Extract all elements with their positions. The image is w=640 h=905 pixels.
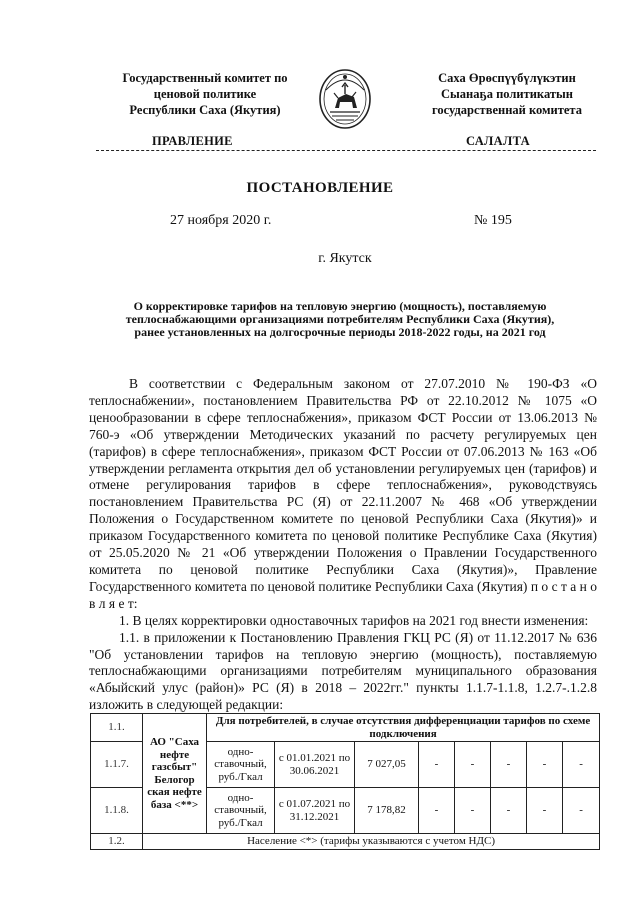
- tariff-table: [90, 713, 600, 850]
- table-cell-empty: -: [563, 742, 600, 788]
- organization-cell: АО "Саха нефте газсбыт" Белогор ская нефте база <**>: [143, 714, 207, 834]
- table-cell-code: 1.1.: [91, 714, 143, 742]
- issuer-line: ценовой политике: [153, 87, 257, 101]
- table-header-row: [91, 714, 600, 742]
- issuer-name-yakut: [412, 70, 602, 118]
- item-1-1: 1.1. в приложении к Постановлению Правления ГКЦ РС (Я) от 11.12.2017 № 636 "Об установлении тарифов на тепловую энергию (мощность), поставляемую теплоснабжающими организациями потребителям муниципального образования «Абыйский улус (район)» РС (Я) в 2018 – 2022гг." пункты 1.1.7-1.1.8, 1.2.7-.1.2.8 изложить в следующей редакции:: [89, 629, 597, 713]
- board-label-russian: ПРАВЛЕНИЕ: [152, 134, 233, 148]
- table-row: [91, 834, 600, 850]
- table-cell-code: 1.2.: [91, 834, 143, 850]
- document-number: № 195: [474, 213, 512, 228]
- preamble-paragraph: В соответствии с Федеральным законом от 27.07.2010 № 190-ФЗ «О теплоснабжении», постановлением Правительства РФ от 22.10.2012 № 1075 «О ценообразовании в сфере теплоснабжения», приказом ФСТ России от 13.06.2013 № 760-э «Об утверждении Методических указаний по расчету регулируемых цен (тарифов) в сфере теплоснабжения», приказом ФСТ России от 07.06.2013 № 163 «Об утверждении регламента открытия дел об установлении регулируемых цен (тарифов) и отмене регулирования тарифов в сфере теплоснабжения», руководствуясь постановлением Правительства РС (Я) от 22.11.2007 № 468 «Об утверждении Положения о Государственном комитете по ценовой Республики Саха (Якутия)» и приказом Государственного комитета по ценовой политике Республике Саха (Якутия) от 25.05.2020 № 21 «Об утверждении Положения о Правлении Государственного комитета по ценовой политике Республики Саха (Якутия)», Правление Государственного комитета по ценовой политике Республики Саха (Якутия) п о с т а н о в л я е т:: [89, 376, 597, 611]
- table-cell-value: 7 027,05: [355, 742, 419, 788]
- table-cell-empty: -: [563, 788, 600, 834]
- table-cell-tariff-type: одно- ставочный, руб./Гкал: [207, 788, 275, 834]
- table-cell-period: с 01.07.2021 по 31.12.2021: [275, 788, 355, 834]
- table-cell-empty: -: [419, 788, 455, 834]
- table-cell-empty: -: [527, 788, 563, 834]
- document-body: [89, 376, 597, 714]
- table-cell-empty: -: [455, 788, 491, 834]
- table-cell-empty: -: [419, 742, 455, 788]
- table-cell-tariff-type: одно- ставочный, руб./Гкал: [207, 742, 275, 788]
- document-city: г. Якутск: [318, 251, 372, 266]
- table-cell-empty: -: [455, 742, 491, 788]
- issuer-line: государственнай комитета: [432, 103, 582, 117]
- table-cell-empty: -: [491, 788, 527, 834]
- table-cell-code: 1.1.7.: [91, 742, 143, 788]
- issuer-line: Республики Саха (Якутия): [129, 103, 281, 117]
- consumers-header-cell: Для потребителей, в случае отсутствия дифференциации тарифов по схеме подключения: [207, 714, 600, 742]
- coat-of-arms-icon: [318, 68, 372, 130]
- document-title: ПОСТАНОВЛЕНИЕ: [246, 180, 394, 196]
- issuer-line: Сыанаҕа политикатын: [441, 87, 573, 101]
- table-cell-code: 1.1.8.: [91, 788, 143, 834]
- table-cell-value: 7 178,82: [355, 788, 419, 834]
- table-cell-period: с 01.01.2021 по 30.06.2021: [275, 742, 355, 788]
- table-cell-empty: -: [527, 742, 563, 788]
- header-divider: [96, 150, 596, 151]
- board-label-yakut: САЛАЛТА: [466, 134, 530, 148]
- population-note-cell: Население <*> (тарифы указываются с учетом НДС): [143, 834, 600, 850]
- document-date: 27 ноября 2020 г.: [170, 213, 272, 228]
- item-1: 1. В целях корректировки одноставочных тарифов на 2021 год внести изменения:: [119, 612, 589, 628]
- issuer-name-russian: [105, 70, 305, 118]
- document-subject: О корректировке тарифов на тепловую энергию (мощность), поставляемую теплоснабжающими организациями потребителям Республики Саха (Якутия), ранее установленных на долгосрочные периоды 2018-2022 годы, на 2021 год: [125, 299, 555, 339]
- issuer-line: Саха Өрөспүүбүлүкэтин: [438, 71, 576, 85]
- table-cell-empty: -: [491, 742, 527, 788]
- issuer-line: Государственный комитет по: [122, 71, 288, 85]
